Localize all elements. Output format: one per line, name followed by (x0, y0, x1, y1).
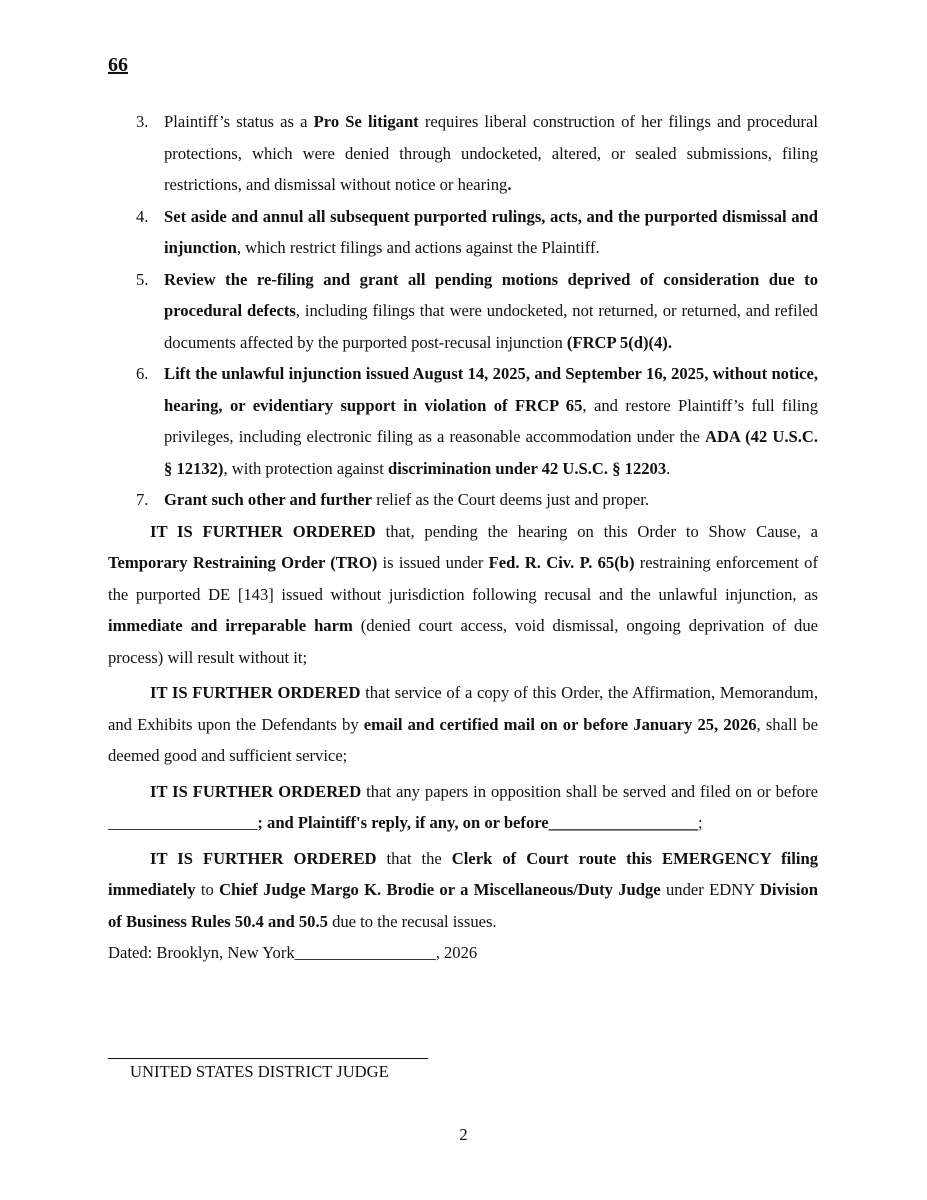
relief-item-number: 3. (136, 112, 149, 131)
text-segment: discrimination under 42 U.S.C. § 12203 (388, 458, 667, 478)
text-segment: Division of Business Rules 50.4 and 50.5 (108, 880, 818, 931)
text-segment: , including filings that were undocketed, not returned, or returned, and refiled documents affected by the purported post-recusal injunction (164, 301, 818, 352)
text-segment: , which restrict filings and actions against the Plaintiff. (236, 238, 600, 257)
text-segment: ADA (42 U.S.C. § 12132) (164, 427, 818, 478)
text-segment: due to the recusal issues. (327, 911, 497, 931)
relief-item (108, 106, 818, 201)
relief-item (108, 264, 818, 359)
relief-item (108, 484, 818, 516)
relief-item-number: 5. (136, 269, 149, 289)
relief-item-number: 7. (136, 490, 149, 509)
text-segment: Pro Se litigant (313, 112, 419, 131)
text-segment: ; and Plaintiff's reply, if any, on or before__________________ (257, 813, 699, 832)
text-segment: . (507, 175, 512, 194)
relief-item (108, 358, 818, 484)
order-paragraphs (108, 516, 818, 938)
text-segment: . (666, 458, 671, 478)
text-segment: requires liberal construction of her filings and procedural protections, which were denied through undocketed, altered, or sealed submissions, filing restrictions, and dismissal without notice or hearing (164, 112, 818, 194)
signature-line (108, 1058, 428, 1059)
text-segment: under EDNY (660, 880, 760, 899)
relief-item-number: 6. (136, 364, 149, 383)
text-segment: , shall be deemed good and sufficient service; (108, 714, 818, 765)
relief-item (108, 201, 818, 264)
text-segment: email and certified mail on or before January 25, 2026 (363, 714, 757, 734)
text-segment: Chief Judge Margo K. Brodie or a Miscellaneous/Duty Judge (219, 880, 661, 899)
text-segment: that any papers in opposition shall be served and filed on or before __________________ (108, 781, 818, 832)
text-segment: Plaintiff’s status as a (164, 112, 314, 131)
text-segment: to (195, 880, 220, 899)
text-segment: that the (376, 848, 452, 868)
text-segment: IT IS FURTHER ORDERED (150, 781, 362, 801)
text-segment: IT IS FURTHER ORDERED (150, 521, 376, 541)
text-segment: that service of a copy of this Order, the Affirmation, Memorandum, and Exhibits upon the Defendants by (108, 683, 818, 734)
text-segment: Fed. R. Civ. P. 65(b) (488, 553, 635, 572)
order-paragraph (108, 516, 818, 674)
text-segment: that, pending the hearing on this Order to Show Cause, a (375, 521, 818, 541)
judge-title: UNITED STATES DISTRICT JUDGE (130, 1062, 389, 1081)
text-segment: Lift the unlawful injunction issued August 14, 2025, and September 16, 2025, without notice, hearing, or evidentiary support in violation of FRCP 65 (164, 364, 818, 415)
text-segment: Review the re-filing and grant all pending motions deprived of consideration due to procedural defects (164, 269, 818, 320)
text-segment: (FRCP 5(d)(4). (566, 332, 672, 352)
text-segment: is issued under (377, 553, 489, 572)
relief-list (108, 106, 818, 516)
exhibit-number: 66 (108, 54, 128, 76)
order-paragraph (108, 677, 818, 772)
text-segment: IT IS FURTHER ORDERED (150, 848, 377, 868)
document-body (108, 106, 818, 969)
dated-line: Dated: Brooklyn, New York_________________, 2026 (108, 943, 478, 962)
text-segment: ; (698, 813, 703, 832)
text-segment: Set aside and annul all subsequent purported rulings, acts, and the purported dismissal and injunction (164, 206, 818, 257)
text-segment: , with protection against (223, 458, 388, 478)
text-segment: , and restore Plaintiff’s full filing privileges, including electronic filing as a reasonable accommodation under the (164, 395, 818, 446)
order-paragraph (108, 843, 818, 938)
page-number: 2 (459, 1125, 468, 1144)
order-paragraph (108, 776, 818, 839)
text-segment: Grant such other and further (164, 490, 373, 509)
text-segment: relief as the Court deems just and proper. (372, 490, 649, 509)
relief-item-number: 4. (136, 206, 149, 226)
text-segment: IT IS FURTHER ORDERED (150, 683, 361, 702)
text-segment: (denied court access, void dismissal, ongoing deprivation of due process) will result without it; (108, 616, 818, 667)
text-segment: Clerk of Court route this EMERGENCY filing immediately (108, 848, 818, 899)
text-segment: restraining enforcement of the purported DE [143] issued without jurisdiction following recusal and the unlawful injunction, as (108, 553, 818, 604)
text-segment: immediate and irreparable harm (108, 616, 353, 635)
text-segment: Temporary Restraining Order (TRO) (108, 553, 378, 572)
